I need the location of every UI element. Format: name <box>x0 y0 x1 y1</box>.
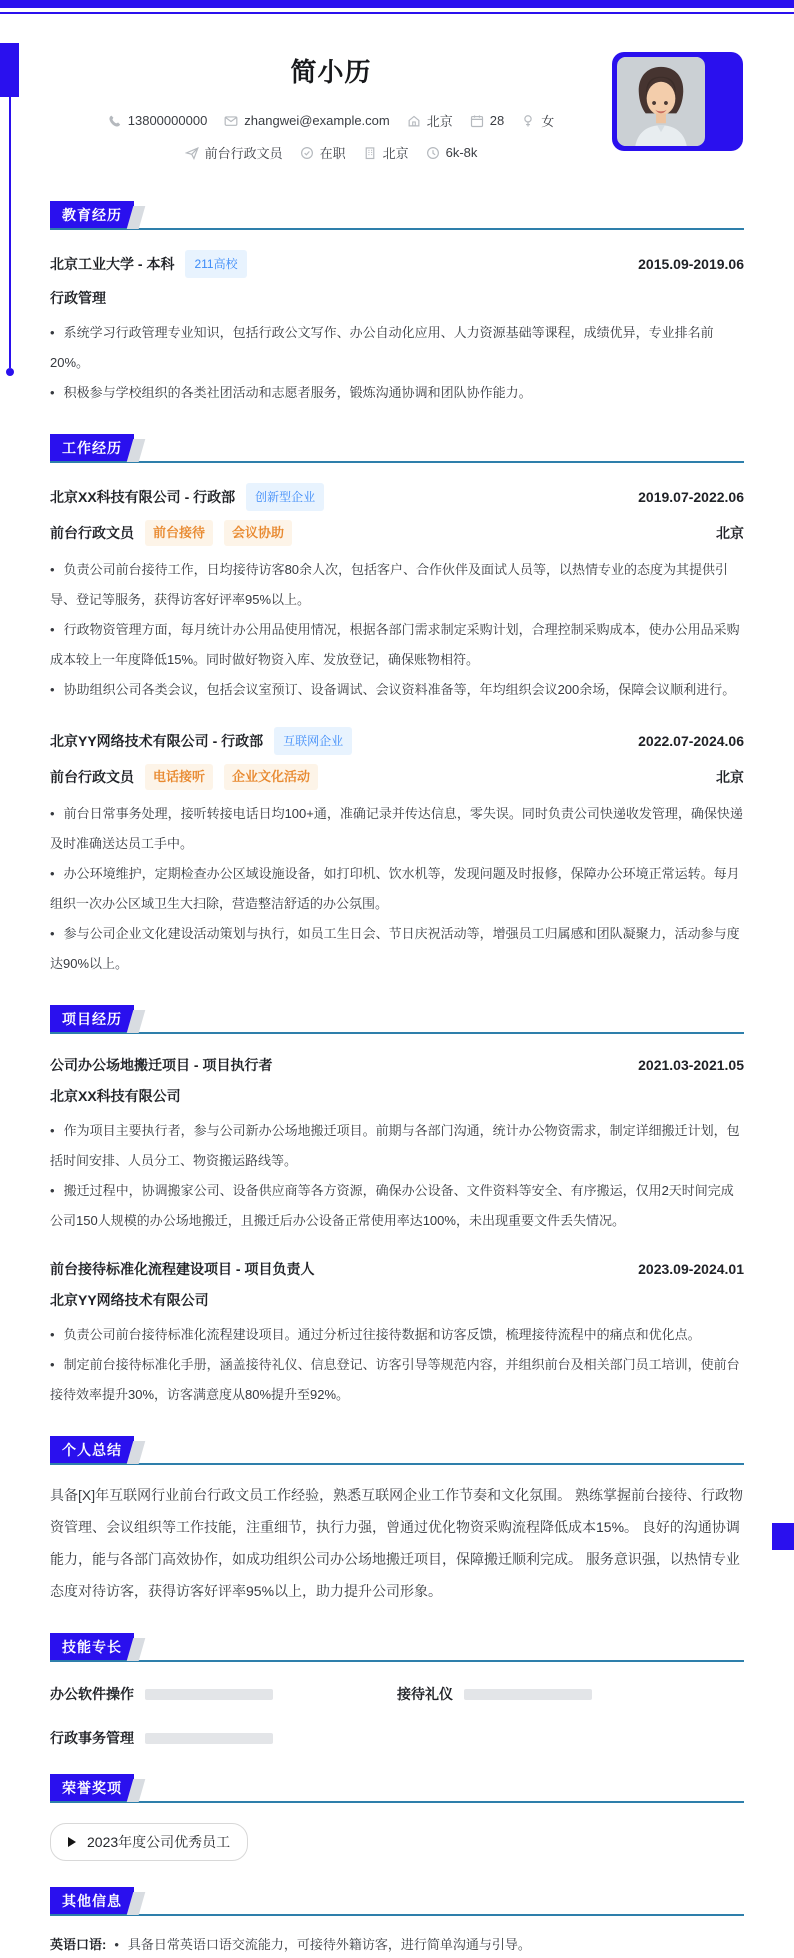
bullet-item: • 负责公司前台接待工作，日均接待访客80余人次，包括客户、合作伙伴及面试人员等，以热情专业的态度为其提供引导、登记等服务，获得访客好评率95%以上。 <box>50 555 744 615</box>
section-header <box>50 1438 744 1465</box>
location-icon <box>407 114 421 128</box>
skill-item: 接待礼仪 <box>397 1684 744 1704</box>
project-company: 北京YY网络技术有限公司 <box>50 1292 209 1308</box>
contact-email: zhangwei@example.com <box>224 113 389 128</box>
status-icon <box>300 146 314 160</box>
project-bullets <box>50 1320 744 1410</box>
contact-location: 北京 <box>407 111 453 130</box>
section-projects <box>50 1007 744 1410</box>
resume-page <box>50 0 744 1958</box>
contact-age: 28 <box>470 113 504 128</box>
work-city: 北京 <box>363 143 409 162</box>
resume-header <box>50 46 744 175</box>
triangle-icon <box>68 1837 76 1847</box>
bullet-item: • 行政物资管理方面，每月统计办公用品使用情况，根据各部门需求制定采购计划，合理控制采购成本，使办公用品采购成本较上一年度降低15%。同时做好物资入库、发放登记，确保账物相符。 <box>50 615 744 675</box>
honor-label: 2023年度公司优秀员工 <box>87 1834 231 1850</box>
summary-text: 具备[X]年互联网行业前台行政文员工作经验，熟悉互联网企业工作节奏和文化氛围。 熟练掌握前台接待、行政物资管理、会议组织等工作技能，注重细节，执行力强，曾通过优化物资采购流程降低成本15%。 良好的沟通协调能力，能与各部门高效协作，如成功组织公司办公场地搬迁项目，保障搬迁顺利完成。 服务意识强，以热情专业态度对待访客，获得访客好评率95%以上，助力提升公司形象。 <box>50 1487 744 1599</box>
work-bullets <box>50 555 744 705</box>
section-education <box>50 203 744 408</box>
desired-position: 前台行政文员 <box>185 143 283 162</box>
section-other <box>50 1889 744 1958</box>
mail-icon <box>224 114 238 128</box>
education-entry <box>50 250 744 408</box>
phone-icon <box>108 114 122 128</box>
photo-frame <box>612 52 743 151</box>
bottom-right-accent-square <box>772 1523 794 1550</box>
section-title-badge: 教育经历 <box>50 201 134 228</box>
project-bullets <box>50 1116 744 1236</box>
bullet-item: • 办公环境维护，定期检查办公区域设施设备，如打印机、饮水机等，发现问题及时报修，保障办公环境正常运转。每月组织一次办公区域卫生大扫除，营造整洁舒适的办公氛围。 <box>50 859 744 919</box>
project-name: 前台接待标准化流程建设项目 - 项目负责人 <box>50 1261 315 1277</box>
project-name: 公司办公场地搬迁项目 - 项目执行者 <box>50 1057 273 1073</box>
project-company: 北京XX科技有限公司 <box>50 1088 181 1104</box>
role-tag: 前台接待 <box>145 520 213 546</box>
job-title: 前台行政文员 <box>50 525 134 541</box>
section-header <box>50 436 744 463</box>
company-name: 北京YY网络技术有限公司 - 行政部 <box>50 733 264 749</box>
job-status: 在职 <box>300 143 346 162</box>
skills-grid <box>50 1682 744 1748</box>
section-header <box>50 203 744 230</box>
left-accent-tab <box>0 43 19 97</box>
role-tag: 企业文化活动 <box>224 764 318 790</box>
section-title-badge: 其他信息 <box>50 1887 134 1914</box>
bullet-item: • 搬迁过程中，协调搬家公司、设备供应商等各方资源，确保办公设备、文件资料等安全、有序搬运，仅用2天时间完成公司150人规模的办公场地搬迁，且搬迁后办公设备正常使用率达100%，未出现重要文件丢失情况。 <box>50 1176 744 1236</box>
education-bullets <box>50 318 744 408</box>
bullet-item: • 协助组织公司各类会议，包括会议室预订、设备调试、会议资料准备等，年均组织会议200余场，保障会议顺利进行。 <box>50 675 744 705</box>
company-tag: 创新型企业 <box>246 483 324 511</box>
role-tag: 电话接听 <box>145 764 213 790</box>
section-title-badge: 个人总结 <box>50 1436 134 1463</box>
major: 行政管理 <box>50 290 106 306</box>
candidate-name: 简小历 <box>290 57 372 87</box>
school-degree: 北京工业大学 - 本科 <box>50 256 175 272</box>
left-accent-line <box>9 97 11 368</box>
bullet-item: • 系统学习行政管理专业知识，包括行政公文写作、办公自动化应用、人力资源基础等课程，成绩优异，专业排名前20%。 <box>50 318 744 378</box>
section-title-badge: 荣誉奖项 <box>50 1774 134 1801</box>
skill-bar <box>145 1689 273 1700</box>
role-tag: 会议协助 <box>224 520 292 546</box>
section-header <box>50 1776 744 1803</box>
avatar <box>617 57 705 146</box>
contact-gender: 女 <box>521 111 554 130</box>
section-honors <box>50 1776 744 1861</box>
work-date: 2022.07-2024.06 <box>638 733 744 749</box>
section-title-badge: 工作经历 <box>50 434 134 461</box>
school-tag: 211高校 <box>185 250 246 278</box>
skill-bar <box>145 1733 273 1744</box>
skill-item: 办公软件操作 <box>50 1684 397 1704</box>
project-date: 2023.09-2024.01 <box>638 1261 744 1277</box>
work-entry <box>50 483 744 705</box>
header-info <box>50 46 612 175</box>
company-name: 北京XX科技有限公司 - 行政部 <box>50 489 236 505</box>
work-date: 2019.07-2022.06 <box>638 489 744 505</box>
section-skills <box>50 1635 744 1748</box>
bullet-item: • 制定前台接待标准化手册，涵盖接待礼仪、信息登记、访客引导等规范内容，并组织前台及相关部门员工培训，使前台接待效率提升30%，访客满意度从80%提升至92%。 <box>50 1350 744 1410</box>
company-tag: 互联网企业 <box>274 727 352 755</box>
bullet-item: • 负责公司前台接待标准化流程建设项目。通过分析过往接待数据和访客反馈，梳理接待流程中的痛点和优化点。 <box>50 1320 744 1350</box>
contact-phone: 13800000000 <box>108 113 208 128</box>
section-title-badge: 项目经历 <box>50 1005 134 1032</box>
work-bullets <box>50 799 744 979</box>
section-header <box>50 1635 744 1662</box>
work-location: 北京 <box>716 525 744 541</box>
contact-row-2 <box>50 143 612 162</box>
other-info-text: 具备日常英语口语交流能力，可接待外籍访客，进行简单沟通与引导。 <box>127 1937 531 1952</box>
gender-icon <box>521 114 535 128</box>
project-entry <box>50 1258 744 1410</box>
work-entry <box>50 727 744 979</box>
section-title-badge: 技能专长 <box>50 1633 134 1660</box>
skill-bar <box>464 1689 592 1700</box>
other-info-label: 英语口语: <box>50 1937 107 1952</box>
other-info-line: 英语口语: • 具备日常英语口语交流能力，可接待外籍访客，进行简单沟通与引导。 <box>50 1937 531 1952</box>
building-icon <box>363 146 377 160</box>
project-date: 2021.03-2021.05 <box>638 1057 744 1073</box>
section-summary <box>50 1438 744 1607</box>
paper-plane-icon <box>185 146 199 160</box>
bullet-item: • 作为项目主要执行者，参与公司新办公场地搬迁项目。前期与各部门沟通，统计办公物资需求，制定详细搬迁计划，包括时间安排、人员分工、物资搬运路线等。 <box>50 1116 744 1176</box>
bullet-item: • 参与公司企业文化建设活动策划与执行，如员工生日会、节日庆祝活动等，增强员工归属感和团队凝聚力，活动参与度达90%以上。 <box>50 919 744 979</box>
section-work <box>50 436 744 979</box>
honor-pill[interactable] <box>50 1823 248 1861</box>
salary-icon <box>426 146 440 160</box>
job-title: 前台行政文员 <box>50 769 134 785</box>
bullet-item: • 前台日常事务处理，接听转接电话日均100+通，准确记录并传达信息，零失误。同时负责公司快递收发管理，确保快递及时准确送达员工手中。 <box>50 799 744 859</box>
bullet-item: • 积极参与学校组织的各类社团活动和志愿者服务，锻炼沟通协调和团队协作能力。 <box>50 378 744 408</box>
section-header <box>50 1007 744 1034</box>
project-entry <box>50 1054 744 1236</box>
section-header <box>50 1889 744 1916</box>
age-icon <box>470 114 484 128</box>
left-accent-dot <box>6 368 14 376</box>
contact-row-1 <box>50 111 612 130</box>
skill-item: 行政事务管理 <box>50 1728 397 1748</box>
work-location: 北京 <box>716 769 744 785</box>
education-date: 2015.09-2019.06 <box>638 256 744 272</box>
expected-salary: 6k-8k <box>426 145 478 160</box>
